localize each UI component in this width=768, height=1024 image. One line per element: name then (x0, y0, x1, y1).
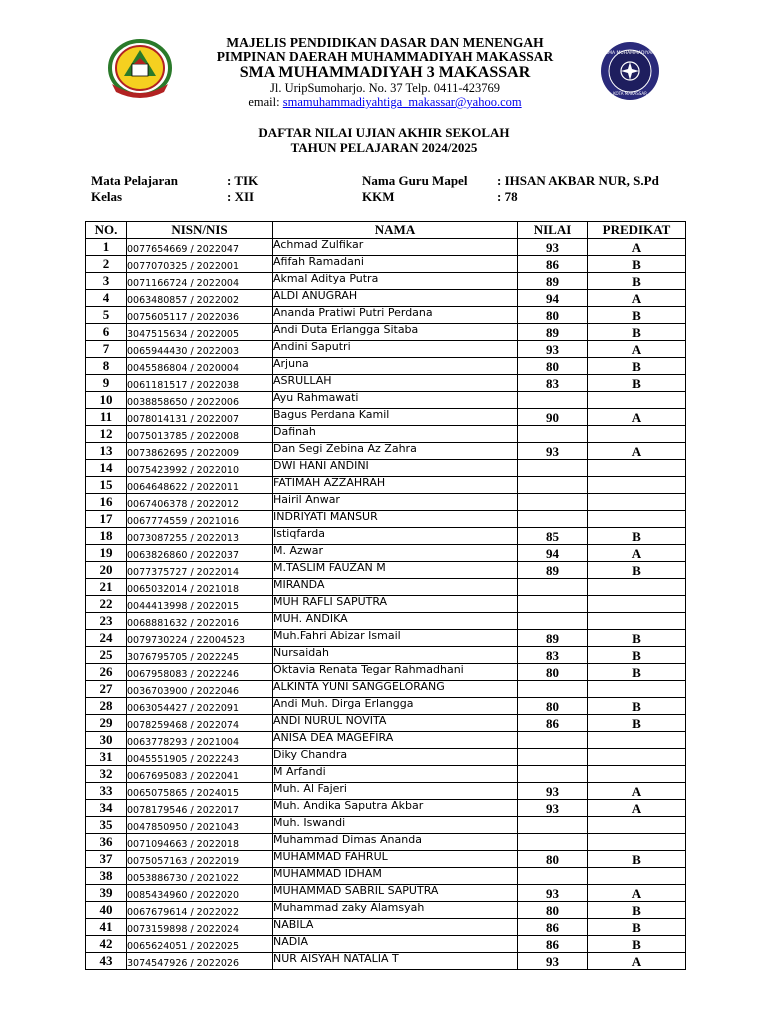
row-nisn: 0075423992 / 2022010 (127, 460, 273, 477)
row-nilai: 93 (518, 783, 588, 800)
row-nilai: 80 (518, 664, 588, 681)
kelas-label: Kelas (91, 189, 123, 204)
row-no: 35 (86, 817, 127, 834)
document-title (0, 125, 768, 155)
row-nama: Muh. Iswandi (273, 817, 518, 834)
table-row (86, 460, 686, 477)
row-nama: Dan Segi Zebina Az Zahra (273, 443, 518, 460)
table-row (86, 426, 686, 443)
email-label: email: (248, 95, 283, 109)
mapel-value: : TIK (227, 173, 259, 188)
row-no: 19 (86, 545, 127, 562)
table-row (86, 715, 686, 732)
row-nilai (518, 766, 588, 783)
row-nisn: 0085434960 / 2022020 (127, 885, 273, 902)
row-nilai (518, 392, 588, 409)
table-row (86, 324, 686, 341)
row-nisn: 0073159898 / 2022024 (127, 919, 273, 936)
row-predikat: A (588, 885, 686, 902)
row-no: 39 (86, 885, 127, 902)
row-nama: MUH. ANDIKA (273, 613, 518, 630)
table-row (86, 868, 686, 885)
row-nisn: 0067958083 / 2022246 (127, 664, 273, 681)
row-nama: Andi Duta Erlangga Sitaba (273, 324, 518, 341)
table-row (86, 579, 686, 596)
row-nama: Bagus Perdana Kamil (273, 409, 518, 426)
row-nisn: 0071166724 / 2022004 (127, 273, 273, 290)
table-row (86, 613, 686, 630)
row-no: 5 (86, 307, 127, 324)
row-nama: ANISA DEA MAGEFIRA (273, 732, 518, 749)
row-nilai: 93 (518, 341, 588, 358)
row-no: 20 (86, 562, 127, 579)
row-no: 16 (86, 494, 127, 511)
row-nama: Dafinah (273, 426, 518, 443)
row-predikat: B (588, 273, 686, 290)
row-nama: MUHAMMAD FAHRUL (273, 851, 518, 868)
row-nama: Muhammad Dimas Ananda (273, 834, 518, 851)
row-nisn: 0045551905 / 2022243 (127, 749, 273, 766)
row-nisn: 0038858650 / 2022006 (127, 392, 273, 409)
row-nilai: 93 (518, 953, 588, 970)
row-predikat: A (588, 800, 686, 817)
row-nisn: 0075013785 / 2022008 (127, 426, 273, 443)
row-nilai: 80 (518, 851, 588, 868)
row-no: 38 (86, 868, 127, 885)
row-nilai (518, 460, 588, 477)
email-link[interactable]: smamuhammadiyahtiga_makassar@yahoo.com (282, 95, 522, 109)
row-predikat: B (588, 647, 686, 664)
row-nisn: 0064648622 / 2022011 (127, 477, 273, 494)
row-nama: Oktavia Renata Tegar Rahmadhani (273, 664, 518, 681)
table-row (86, 681, 686, 698)
row-nama: Andi Muh. Dirga Erlangga (273, 698, 518, 715)
row-nisn: 0067695083 / 2022041 (127, 766, 273, 783)
kkm-label: KKM (362, 189, 395, 204)
table-row (86, 511, 686, 528)
row-nisn: 0077654669 / 2022047 (127, 239, 273, 256)
row-nilai: 94 (518, 545, 588, 562)
table-row (86, 885, 686, 902)
row-predikat: B (588, 562, 686, 579)
row-nama: Muh. Andika Saputra Akbar (273, 800, 518, 817)
table-row (86, 392, 686, 409)
row-nama: FATIMAH AZZAHRAH (273, 477, 518, 494)
row-predikat (588, 613, 686, 630)
row-predikat: A (588, 409, 686, 426)
row-nilai (518, 426, 588, 443)
row-predikat: B (588, 902, 686, 919)
row-nama: DWI HANI ANDINI (273, 460, 518, 477)
row-nisn: 0078179546 / 2022017 (127, 800, 273, 817)
row-nisn: 0073087255 / 2022013 (127, 528, 273, 545)
table-row (86, 545, 686, 562)
row-nisn: 3047515634 / 2022005 (127, 324, 273, 341)
row-no: 11 (86, 409, 127, 426)
row-no: 6 (86, 324, 127, 341)
row-no: 17 (86, 511, 127, 528)
row-no: 14 (86, 460, 127, 477)
row-nilai: 89 (518, 324, 588, 341)
table-row (86, 273, 686, 290)
title-line1: DAFTAR NILAI UJIAN AKHIR SEKOLAH (258, 125, 510, 140)
row-predikat: A (588, 443, 686, 460)
mapel-label: Mata Pelajaran (91, 173, 179, 188)
row-nilai: 90 (518, 409, 588, 426)
row-nilai: 80 (518, 358, 588, 375)
row-nisn: 0075605117 / 2022036 (127, 307, 273, 324)
row-no: 31 (86, 749, 127, 766)
row-nama: NADIA (273, 936, 518, 953)
table-row (86, 698, 686, 715)
row-predikat: B (588, 715, 686, 732)
row-nisn: 0061181517 / 2022038 (127, 375, 273, 392)
table-row (86, 477, 686, 494)
table-row (86, 817, 686, 834)
table-row (86, 919, 686, 936)
row-predikat (588, 579, 686, 596)
row-nisn: 0077375727 / 2022014 (127, 562, 273, 579)
row-nama: Akmal Aditya Putra (273, 273, 518, 290)
row-nama: NABILA (273, 919, 518, 936)
row-nisn: 0065624051 / 2022025 (127, 936, 273, 953)
row-nama: Muhammad zaky Alamsyah (273, 902, 518, 919)
table-row (86, 647, 686, 664)
row-no: 25 (86, 647, 127, 664)
table-row (86, 375, 686, 392)
table-row (86, 630, 686, 647)
row-no: 1 (86, 239, 127, 256)
row-nisn: 0063826860 / 2022037 (127, 545, 273, 562)
row-nilai: 83 (518, 647, 588, 664)
table-body (86, 239, 686, 970)
row-predikat: B (588, 256, 686, 273)
row-nisn: 0065032014 / 2021018 (127, 579, 273, 596)
row-no: 32 (86, 766, 127, 783)
table-row (86, 290, 686, 307)
row-nisn: 0063054427 / 2022091 (127, 698, 273, 715)
row-nilai (518, 681, 588, 698)
table-row (86, 239, 686, 256)
row-no: 41 (86, 919, 127, 936)
seal-text-bottom: KOTA MAKASSAR (613, 91, 647, 96)
row-nisn: 0067774559 / 2021016 (127, 511, 273, 528)
row-predikat (588, 494, 686, 511)
table-row (86, 307, 686, 324)
row-no: 27 (86, 681, 127, 698)
row-predikat (588, 392, 686, 409)
row-predikat (588, 477, 686, 494)
row-predikat: B (588, 851, 686, 868)
row-nilai (518, 477, 588, 494)
row-nisn: 0067406378 / 2022012 (127, 494, 273, 511)
row-nilai: 86 (518, 919, 588, 936)
row-nisn: 0065944430 / 2022003 (127, 341, 273, 358)
kelas-value: : XII (227, 189, 255, 204)
row-no: 21 (86, 579, 127, 596)
row-no: 10 (86, 392, 127, 409)
row-nama: MUHAMMAD SABRIL SAPUTRA (273, 885, 518, 902)
row-nama: M. Azwar (273, 545, 518, 562)
row-nisn: 0053886730 / 2021022 (127, 868, 273, 885)
row-nilai: 80 (518, 902, 588, 919)
row-no: 15 (86, 477, 127, 494)
row-nilai: 93 (518, 800, 588, 817)
row-predikat: B (588, 307, 686, 324)
row-nisn: 0077070325 / 2022001 (127, 256, 273, 273)
row-nilai (518, 749, 588, 766)
row-nilai: 86 (518, 256, 588, 273)
row-no: 2 (86, 256, 127, 273)
table-row (86, 800, 686, 817)
row-nisn: 0063480857 / 2022002 (127, 290, 273, 307)
row-nilai: 80 (518, 307, 588, 324)
row-no: 29 (86, 715, 127, 732)
row-nisn: 0078014131 / 2022007 (127, 409, 273, 426)
table-row (86, 528, 686, 545)
table-row (86, 732, 686, 749)
row-nilai (518, 834, 588, 851)
row-nilai: 93 (518, 885, 588, 902)
row-nisn: 0075057163 / 2022019 (127, 851, 273, 868)
row-nama: Istiqfarda (273, 528, 518, 545)
row-predikat: B (588, 528, 686, 545)
row-nilai: 94 (518, 290, 588, 307)
row-no: 8 (86, 358, 127, 375)
row-predikat: A (588, 783, 686, 800)
row-nisn: 0071094663 / 2022018 (127, 834, 273, 851)
row-nisn: 0067679614 / 2022022 (127, 902, 273, 919)
row-no: 30 (86, 732, 127, 749)
row-nama: M.TASLIM FAUZAN M (273, 562, 518, 579)
table-header-row (86, 222, 686, 239)
row-nama: NUR AISYAH NATALIA T (273, 953, 518, 970)
row-no: 43 (86, 953, 127, 970)
row-nilai (518, 494, 588, 511)
row-predikat (588, 511, 686, 528)
row-no: 33 (86, 783, 127, 800)
row-nama: ASRULLAH (273, 375, 518, 392)
row-no: 36 (86, 834, 127, 851)
row-no: 13 (86, 443, 127, 460)
row-no: 40 (86, 902, 127, 919)
row-predikat: B (588, 936, 686, 953)
row-predikat (588, 766, 686, 783)
header-predikat: PREDIKAT (588, 222, 686, 239)
row-predikat (588, 868, 686, 885)
row-nama: Ayu Rahmawati (273, 392, 518, 409)
row-nilai: 86 (518, 936, 588, 953)
row-no: 4 (86, 290, 127, 307)
table-row (86, 902, 686, 919)
table-row (86, 749, 686, 766)
row-nilai (518, 613, 588, 630)
row-nilai: 89 (518, 273, 588, 290)
row-nama: ALKINTA YUNI SANGGELORANG (273, 681, 518, 698)
letterhead-line1: MAJELIS PENDIDIKAN DASAR DAN MENENGAH (226, 35, 544, 50)
title-line2: TAHUN PELAJARAN 2024/2025 (290, 140, 478, 155)
row-nilai (518, 511, 588, 528)
row-nama: M Arfandi (273, 766, 518, 783)
row-predikat: B (588, 324, 686, 341)
row-predikat: A (588, 290, 686, 307)
row-predikat: B (588, 375, 686, 392)
row-nama: Andini Saputri (273, 341, 518, 358)
row-nilai: 85 (518, 528, 588, 545)
row-nilai: 83 (518, 375, 588, 392)
table-row (86, 766, 686, 783)
letterhead (180, 36, 590, 109)
row-nama: ANDI NURUL NOVITA (273, 715, 518, 732)
row-no: 37 (86, 851, 127, 868)
row-no: 24 (86, 630, 127, 647)
row-predikat (588, 749, 686, 766)
row-nama: INDRIYATI MANSUR (273, 511, 518, 528)
row-nama: MIRANDA (273, 579, 518, 596)
row-nilai: 89 (518, 562, 588, 579)
row-nama: Muh. Al Fajeri (273, 783, 518, 800)
row-nisn: 3074547926 / 2022026 (127, 953, 273, 970)
row-predikat: B (588, 664, 686, 681)
row-predikat: A (588, 953, 686, 970)
table-row (86, 562, 686, 579)
table-row (86, 256, 686, 273)
row-predikat (588, 681, 686, 698)
header-nisn: NISN/NIS (127, 222, 273, 239)
row-predikat: A (588, 545, 686, 562)
row-nilai (518, 579, 588, 596)
row-nama: Muh.Fahri Abizar Ismail (273, 630, 518, 647)
school-name: SMA MUHAMMADIYAH 3 MAKASSAR (239, 64, 531, 81)
row-nisn: 0063778293 / 2021004 (127, 732, 273, 749)
row-no: 34 (86, 800, 127, 817)
guru-label: Nama Guru Mapel (362, 173, 468, 188)
row-no: 18 (86, 528, 127, 545)
row-predikat (588, 426, 686, 443)
row-predikat (588, 732, 686, 749)
row-nama: MUHAMMAD IDHAM (273, 868, 518, 885)
table-row (86, 783, 686, 800)
row-nama: Diky Chandra (273, 749, 518, 766)
row-no: 28 (86, 698, 127, 715)
row-nisn: 0036703900 / 2022046 (127, 681, 273, 698)
table-row (86, 494, 686, 511)
row-nama: Afifah Ramadani (273, 256, 518, 273)
row-nama: Ananda Pratiwi Putri Perdana (273, 307, 518, 324)
row-predikat: B (588, 630, 686, 647)
row-no: 12 (86, 426, 127, 443)
row-nama: Hairil Anwar (273, 494, 518, 511)
table-row (86, 341, 686, 358)
row-nisn: 0073862695 / 2022009 (127, 443, 273, 460)
row-nisn: 0068881632 / 2022016 (127, 613, 273, 630)
table-row (86, 358, 686, 375)
row-no: 23 (86, 613, 127, 630)
row-predikat (588, 460, 686, 477)
row-no: 9 (86, 375, 127, 392)
row-no: 42 (86, 936, 127, 953)
grades-table (85, 221, 686, 970)
row-predikat: B (588, 919, 686, 936)
table-row (86, 953, 686, 970)
table-row (86, 936, 686, 953)
header-nilai: NILAI (518, 222, 588, 239)
row-nisn: 0078259468 / 2022074 (127, 715, 273, 732)
school-seal-logo (593, 40, 667, 102)
row-nilai (518, 817, 588, 834)
row-no: 22 (86, 596, 127, 613)
row-nilai: 89 (518, 630, 588, 647)
row-no: 3 (86, 273, 127, 290)
row-nama: Arjuna (273, 358, 518, 375)
table-row (86, 834, 686, 851)
table-row (86, 409, 686, 426)
row-nisn: 0044413998 / 2022015 (127, 596, 273, 613)
table-row (86, 443, 686, 460)
row-predikat: A (588, 239, 686, 256)
school-address: Jl. UripSumoharjo. No. 37 Telp. 0411-423769 (269, 81, 501, 95)
row-nama: Nursaidah (273, 647, 518, 664)
provincial-emblem-logo (104, 38, 176, 100)
row-nama: MUH RAFLI SAPUTRA (273, 596, 518, 613)
row-no: 7 (86, 341, 127, 358)
table-row (86, 664, 686, 681)
row-nisn: 3076795705 / 2022245 (127, 647, 273, 664)
email-row (180, 95, 590, 109)
table-row (86, 851, 686, 868)
row-nilai: 93 (518, 443, 588, 460)
row-nisn: 0079730224 / 22004523 (127, 630, 273, 647)
row-nilai: 93 (518, 239, 588, 256)
row-nisn: 0047850950 / 2021043 (127, 817, 273, 834)
guru-value: : IHSAN AKBAR NUR, S.Pd (497, 173, 659, 188)
row-nilai (518, 596, 588, 613)
letterhead-line2: PIMPINAN DAERAH MUHAMMADIYAH MAKASSAR (216, 49, 554, 64)
header-nama: NAMA (273, 222, 518, 239)
row-predikat: B (588, 698, 686, 715)
row-nilai (518, 732, 588, 749)
row-nilai (518, 868, 588, 885)
row-nisn: 0045586804 / 2020004 (127, 358, 273, 375)
row-nilai: 86 (518, 715, 588, 732)
seal-text-top: SMA MUHAMMADIYAH (605, 51, 655, 56)
row-predikat (588, 834, 686, 851)
row-no: 26 (86, 664, 127, 681)
row-predikat: A (588, 341, 686, 358)
row-nama: Achmad Zulfikar (273, 239, 518, 256)
row-predikat (588, 596, 686, 613)
row-predikat (588, 817, 686, 834)
row-nisn: 0065075865 / 2024015 (127, 783, 273, 800)
row-predikat: B (588, 358, 686, 375)
row-nilai: 80 (518, 698, 588, 715)
kkm-value: : 78 (497, 189, 518, 204)
table-row (86, 596, 686, 613)
row-nama: ALDI ANUGRAH (273, 290, 518, 307)
header-no: NO. (86, 222, 127, 239)
